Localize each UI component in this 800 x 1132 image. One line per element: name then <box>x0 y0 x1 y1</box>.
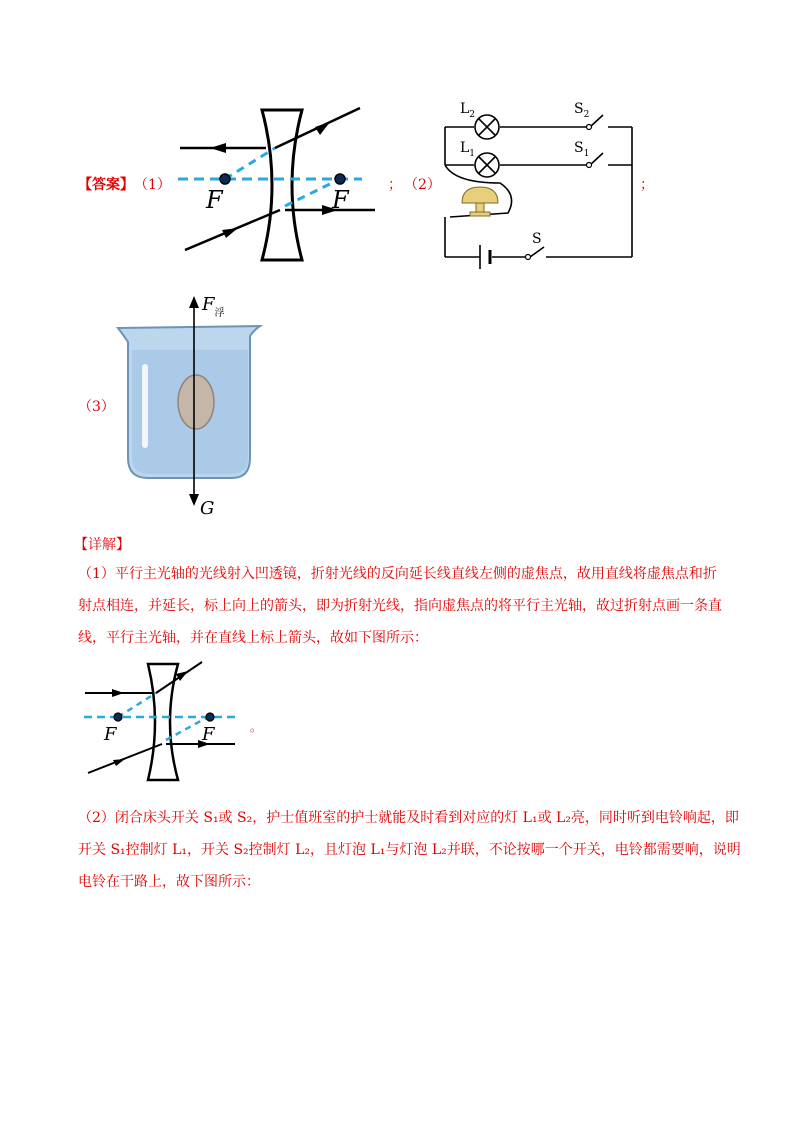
concave-lens-diagram-detail <box>80 660 250 785</box>
beaker-buoyancy-diagram <box>110 290 270 520</box>
answer-part3-label: （3） <box>78 399 115 415</box>
circuit-diagram <box>440 95 640 275</box>
lamp-l1 <box>475 153 499 177</box>
detail-label: 【详解】 <box>74 537 130 553</box>
buoyant-force-arrow <box>189 296 199 308</box>
switch-s2-label: $S_2$ <box>574 101 590 120</box>
lamp-l2 <box>475 115 499 139</box>
answer-part1-label: （1） <box>134 177 171 193</box>
detail-focus-left: F <box>104 724 117 745</box>
detail-focus-right: F <box>202 724 215 745</box>
focus-label-right: F <box>332 186 349 214</box>
focus-point-left <box>220 174 230 184</box>
answer-part2-label: （2） <box>404 177 441 193</box>
detail-p2-line2: 开关 S₁控制灯 L₁，开关 S₂控制灯 L₂，且灯泡 L₁与灯泡 L₂并联，不论按哪一个开关，电铃都需要响，说明 <box>78 842 741 858</box>
answer-label: 【答案】 <box>78 177 134 193</box>
detail-figure-period: 。 <box>250 720 263 734</box>
detail-p2-line3: 电铃在干路上，故下图所示： <box>78 874 260 890</box>
answer-separator-2: ； <box>640 177 654 193</box>
focus-point-right <box>335 174 345 184</box>
gravity-label: G <box>200 498 215 519</box>
lamp-l1-label: $L_1$ <box>460 140 476 159</box>
electric-bell <box>462 187 498 216</box>
gravity-arrow <box>189 494 199 506</box>
detail-paragraph-2 <box>78 802 741 898</box>
virtual-extension-line <box>225 148 275 179</box>
egg <box>178 375 214 429</box>
buoyant-force-label: $F_浮$ <box>202 294 225 319</box>
detail-paragraph-1 <box>78 558 728 654</box>
switch-s1-label: $S_1$ <box>574 140 590 159</box>
focus-label-left: F <box>206 186 223 214</box>
switch-s-label: S <box>532 231 542 247</box>
detail-p1-line1: （1）平行主光轴的光线射入凹透镜，折射光线的反向延长线直线左侧的虚焦点，故用直线将虚焦点和折 <box>78 566 717 582</box>
detail-p2-line1: （2）闭合床头开关 S₁或 S₂，护士值班室的护士就能及时看到对应的灯 L₁或 L₂亮，同时听到电铃响起，即 <box>78 810 739 826</box>
concave-lens-diagram <box>170 100 380 270</box>
concave-lens <box>262 110 302 260</box>
lamp-l2-label: $L_2$ <box>460 101 476 120</box>
detail-p1-line2: 射点相连，并延长，标上向上的箭头，即为折射光线，指向虚焦点的将平行主光轴，故过折射点画一条直 <box>78 598 722 614</box>
answer-separator-1: ； <box>388 177 402 193</box>
detail-p1-line3: 线，平行主光轴，并在直线上标上箭头，故如下图所示： <box>78 630 428 646</box>
